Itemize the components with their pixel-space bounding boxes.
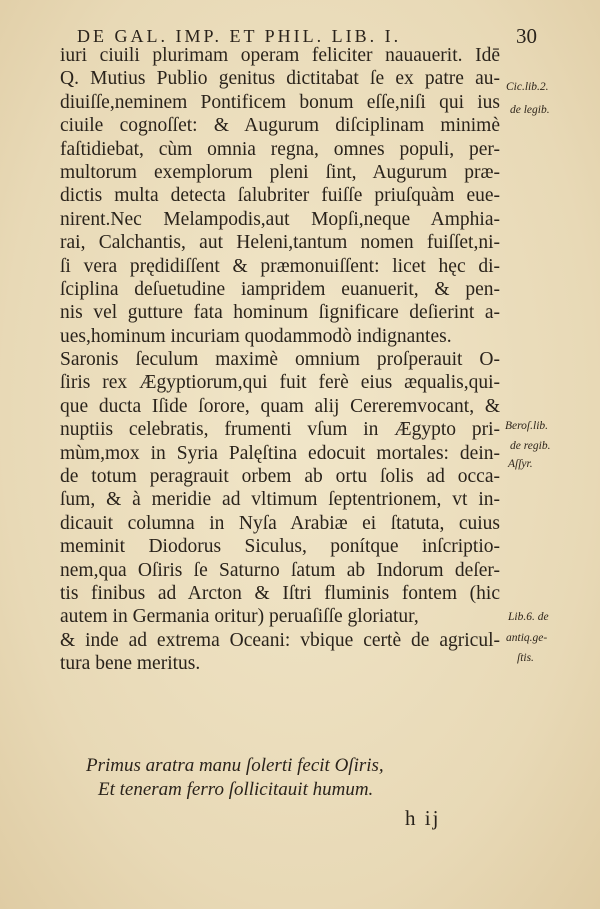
verse-line: Primus aratra manu ſolerti fecit Oſiris,	[86, 755, 384, 776]
text-line: meminit Diodorus Siculus, ponítque inſcriptio-	[60, 536, 500, 558]
text-line: ſum, & à meridie ad vltimum ſeptentrionem, vt in-	[60, 489, 500, 511]
text-line: multorum exemplorum pleni ſint, Augurum præ-	[60, 161, 500, 183]
text-line: & inde ad extrema Oceani: vbique certè de agricul-	[60, 629, 500, 651]
text-line: tis finibus ad Arcton & Iſtri fluminis fontem (hic	[60, 582, 500, 604]
text-line: ciuile cognoſſet: & Augurum diſciplinam minimè	[60, 115, 500, 137]
text-line: diuiſſe,neminem Pontificem bonum eſſe,niſi qui ius	[60, 91, 500, 113]
text-line: de totum peragrauit orbem ab ortu ſolis ad occa-	[60, 466, 500, 488]
main-text	[60, 44, 500, 676]
margin-note: antiq.ge-	[506, 632, 548, 644]
text-line: Q. Mutius Publio genitus dictitabat ſe ex patre au-	[60, 68, 500, 90]
text-line: mùm,mox in Syria Palęſtina edocuit mortales: dein-	[60, 442, 500, 464]
text-line: nuptiis celebratis, frumenti vſum in Ægypto pri-	[60, 419, 500, 441]
text-line: dictis multa detecta ſalubriter fuiſſe priuſquàm eue-	[60, 185, 500, 207]
verse-line: Et teneram ferro ſollicitauit humum.	[98, 779, 374, 800]
text-line: rai, Calchantis, aut Heleni,tantum nomen fuiſſet,ni-	[60, 232, 500, 254]
text-line: nis vel gutture fata hominum ſignificare deſierint a-	[60, 302, 500, 324]
running-title: DE GAL. IMP. ET PHIL. LIB. I.	[77, 26, 402, 46]
text-line: ues,hominum incuriam quodammodò indignantes.	[60, 325, 452, 347]
text-line: Saronis ſeculum maximè omnium proſperauit O-	[60, 349, 500, 371]
text-line: iuri ciuili plurimam operam feliciter nauauerit. Idē	[60, 45, 500, 66]
margin-note: de regib.	[510, 440, 551, 452]
text-line: autem in Germania oritur) peruaſiſſe gloriatur,	[60, 606, 419, 628]
text-line: ſciplina deſuetudine iampridem euanuerit, & pen-	[60, 278, 500, 300]
text-line: dicauit columna in Nyſa Arabiæ ei ſtatuta, cuius	[60, 512, 500, 534]
verse-quote	[86, 754, 416, 802]
text-line: nem,qua Oſiris ſe Saturno ſatum ab Indorum deſer-	[60, 559, 500, 581]
text-line: que ducta Iſide ſorore, quam alij Cereremvocant, &	[60, 395, 500, 417]
margin-note: Beroſ.lib.	[505, 420, 549, 432]
margin-note: Cic.lib.2.	[506, 81, 549, 93]
text-line: tura bene meritus.	[60, 653, 201, 675]
margin-note: de legib.	[510, 104, 550, 116]
text-line: ſi vera prędidiſſent & præmonuiſſent: licet hęc di-	[60, 255, 500, 277]
text-line: nirent.Nec Melampodis,aut Mopſi,neque Amphia-	[60, 208, 500, 230]
margin-note: ſtis.	[517, 652, 534, 664]
page-number: 30	[516, 24, 537, 48]
signature-mark: h ij	[405, 806, 441, 830]
text-line: faſtidiebat, cùm omnia regna, omnes populi, per-	[60, 138, 500, 160]
text-line: ſiris rex Ægyptiorum,qui fuit ferè eius æqualis,qui-	[60, 372, 500, 394]
margin-note: Lib.6. de	[508, 611, 549, 623]
margin-note: Aſſyr.	[508, 458, 533, 470]
